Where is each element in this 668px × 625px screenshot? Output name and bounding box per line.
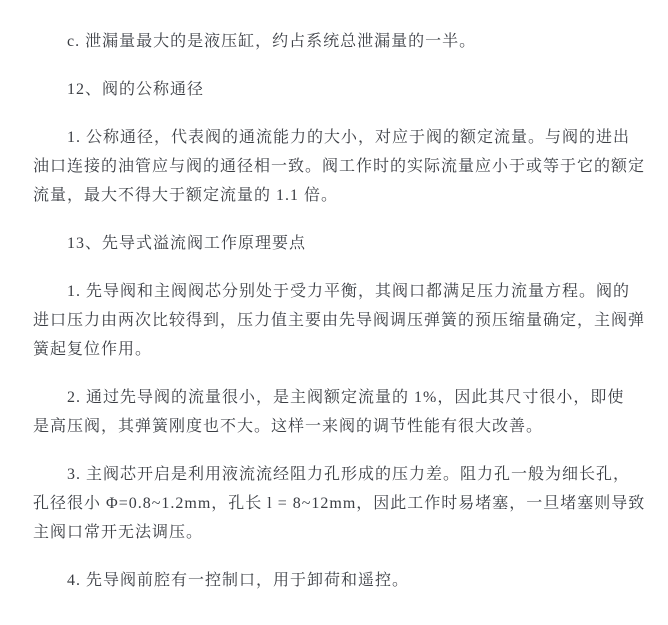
- paragraph-pilot-valve-point-4: [33, 566, 654, 595]
- heading-line: 13、先导式溢流阀工作原理要点: [67, 235, 307, 252]
- paragraph-line: 孔径很小 Φ=0.8~1.2mm，孔长 l = 8~12mm，因此工作时易堵塞，一旦堵塞则导致: [33, 495, 646, 512]
- paragraph-line: 流量，最大不得大于额定流量的 1.1 倍。: [33, 187, 339, 204]
- paragraph-line: c. 泄漏量最大的是液压缸，约占系统总泄漏量的一半。: [67, 33, 477, 50]
- paragraph-line: 2. 通过先导阀的流量很小，是主阀额定流量的 1%，因此其尺寸很小，即使: [67, 389, 625, 406]
- paragraph-line: 4. 先导阀前腔有一控制口，用于卸荷和遥控。: [67, 572, 410, 589]
- paragraph-pilot-valve-point-1: [33, 277, 654, 364]
- paragraph-leakage-note: [33, 27, 654, 56]
- paragraph-line: 3. 主阀芯开启是利用液流流经阻力孔形成的压力差。阻力孔一般为细长孔，: [67, 466, 631, 483]
- heading-section-12: [33, 75, 654, 104]
- heading-section-13: [33, 229, 654, 258]
- paragraph-line: 进口压力由两次比较得到，压力值主要由先导阀调压弹簧的预压缩量确定，主阀弹: [33, 312, 646, 329]
- paragraph-pilot-valve-point-3: [33, 460, 654, 547]
- paragraph-line: 簧起复位作用。: [33, 341, 153, 358]
- paragraph-pilot-valve-point-2: [33, 383, 654, 441]
- heading-line: 12、阀的公称通径: [67, 81, 205, 98]
- paragraph-line: 油口连接的油管应与阀的通径相一致。阀工作时的实际流量应小于或等于它的额定: [33, 158, 646, 175]
- paragraph-line: 主阀口常开无法调压。: [33, 524, 204, 541]
- paragraph-nominal-diameter: [33, 123, 654, 210]
- paragraph-line: 1. 先导阀和主阀阀芯分别处于受力平衡，其阀口都满足压力流量方程。阀的: [67, 283, 631, 300]
- paragraph-line: 是高压阀，其弹簧刚度也不大。这样一来阀的调节性能有很大改善。: [33, 418, 544, 435]
- paragraph-line: 1. 公称通径，代表阀的通流能力的大小，对应于阀的额定流量。与阀的进出: [67, 129, 631, 146]
